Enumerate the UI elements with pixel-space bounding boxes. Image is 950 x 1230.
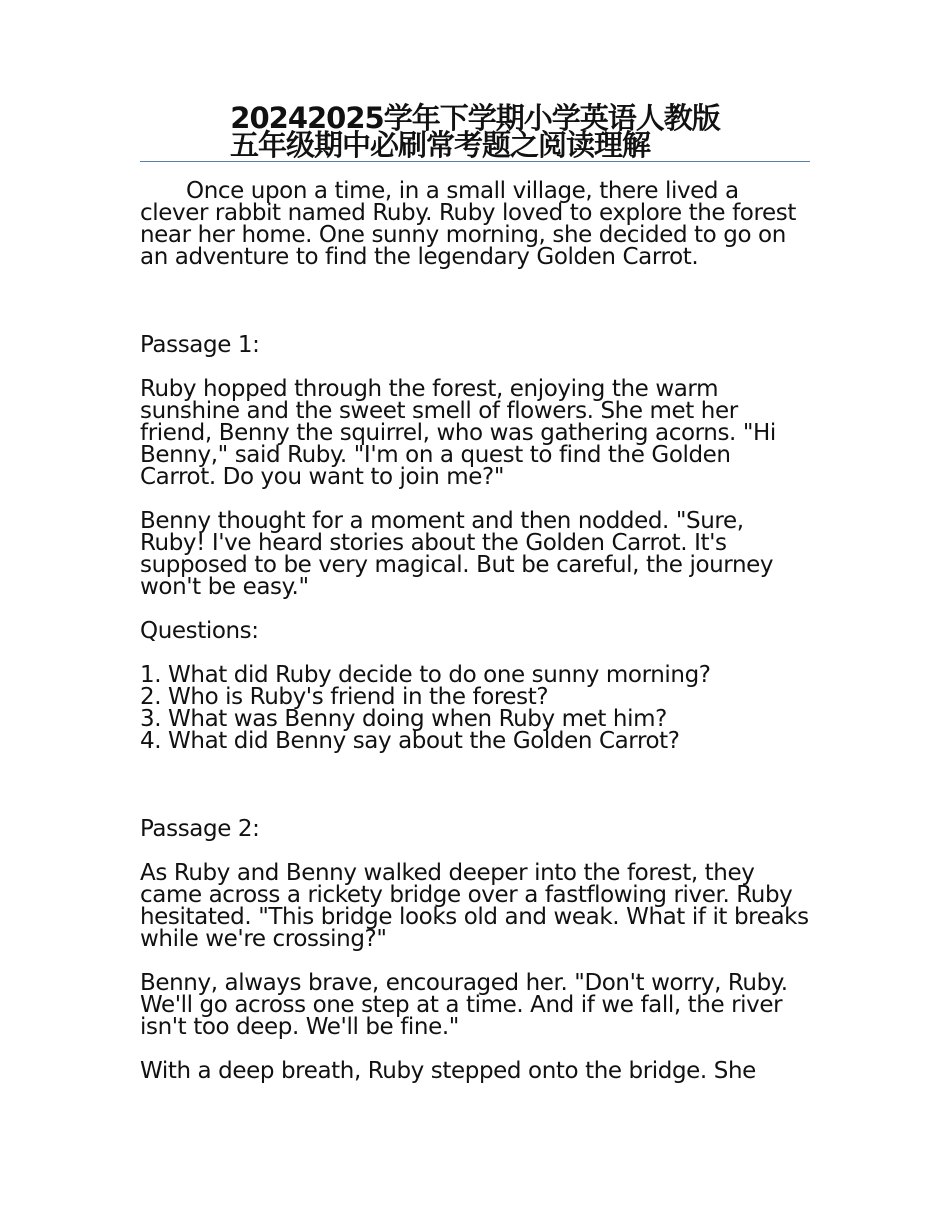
question-item: 4. What did Benny say about the Golden Carrot? [140,728,680,754]
question-item: 1. What did Ruby decide to do one sunny morning? [140,662,711,688]
passage-2-paragraph-1: As Ruby and Benny walked deeper into the forest, they came across a rickety bridge over a fastflowing river. Ruby hesitated. "This bridge looks old and weak. What if it breaks while we're crossing?" [140,860,809,952]
passage-2-heading: Passage 2: [140,816,260,842]
questions-heading: Questions: [140,618,259,644]
title-line-2: 五年级期中必刷常考题之阅读理解 [229,128,650,162]
title-underline [140,161,810,162]
document-title [140,101,810,162]
questions-list [140,664,812,752]
title-line-1: 20242025学年下学期小学英语人教版 [230,101,720,135]
passage-1-paragraph-2: Benny thought for a moment and then nodded. "Sure, Ruby! I've heard stories about the Golden Carrot. It's supposed to be very magical. But be careful, the journey won't be easy." [140,508,774,600]
question-item: 3. What was Benny doing when Ruby met him? [140,706,667,732]
document-body [140,180,812,1082]
spacer [140,268,812,334]
passage-1-heading: Passage 1: [140,332,260,358]
question-item: 2. Who is Ruby's friend in the forest? [140,684,549,710]
passage-2-paragraph-2: Benny, always brave, encouraged her. "Don't worry, Ruby. We'll go across one step at a time. And if we fall, the river isn't too deep. We'll be fine." [140,970,788,1040]
intro-paragraph: Once upon a time, in a small village, there lived a clever rabbit named Ruby. Ruby loved to explore the forest near her home. One sunny morning, she decided to go on an adventure to find the legendary Golden Carrot. [140,178,796,270]
passage-2-paragraph-3: With a deep breath, Ruby stepped onto the bridge. She [140,1058,756,1084]
passage-1-paragraph-1: Ruby hopped through the forest, enjoying the warm sunshine and the sweet smell of flowers. She met her friend, Benny the squirrel, who was gathering acorns. "Hi Benny," said Ruby. "I'm on a quest to find the Golden Carrot. Do you want to join me?" [140,376,776,490]
passage-2 [140,818,812,1082]
spacer [140,752,812,818]
passage-1 [140,334,812,752]
